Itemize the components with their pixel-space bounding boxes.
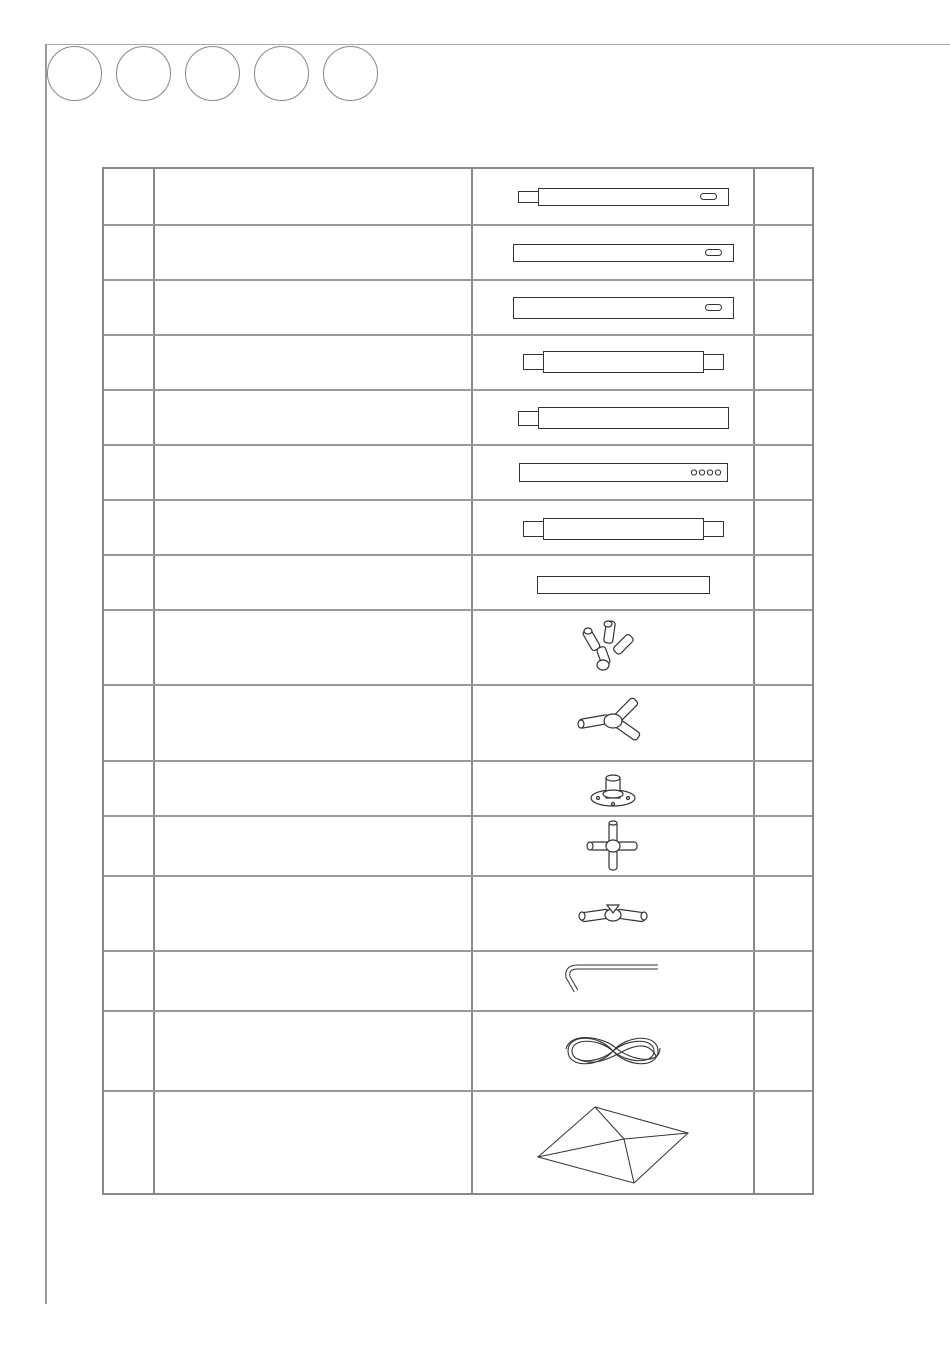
part-id (104, 877, 155, 950)
part-qty (755, 556, 812, 609)
part-id (104, 556, 155, 609)
part-id (104, 281, 155, 334)
tube-double-male-icon (483, 508, 743, 548)
step-circle-2 (116, 46, 171, 101)
tube-male-end-slot-icon (483, 177, 743, 217)
cross-connector-icon (578, 818, 648, 874)
tube-male-end-icon (483, 398, 743, 438)
part-id (104, 817, 155, 875)
table-row (104, 169, 812, 224)
part-qty (755, 611, 812, 684)
part-image (473, 952, 755, 1010)
part-name (155, 501, 473, 554)
part-qty (755, 501, 812, 554)
part-qty (755, 1012, 812, 1090)
part-id (104, 501, 155, 554)
part-image (473, 556, 755, 609)
part-name (155, 762, 473, 815)
part-image (473, 611, 755, 684)
part-name (155, 1012, 473, 1090)
part-id (104, 169, 155, 224)
part-qty (755, 952, 812, 1010)
part-image (473, 877, 755, 950)
part-image (473, 281, 755, 334)
tube-plain-icon (483, 563, 743, 603)
part-id (104, 952, 155, 1010)
part-name (155, 686, 473, 760)
part-name (155, 611, 473, 684)
part-name (155, 336, 473, 389)
part-id (104, 336, 155, 389)
table-row (104, 1090, 812, 1193)
part-id (104, 1092, 155, 1193)
part-id (104, 226, 155, 279)
table-row (104, 609, 812, 684)
part-image (473, 169, 755, 224)
part-name (155, 446, 473, 499)
part-id (104, 1012, 155, 1090)
part-image (473, 226, 755, 279)
step-circle-1 (47, 46, 102, 101)
tube-slot-icon (483, 288, 743, 328)
tube-slot-icon (483, 233, 743, 273)
part-name (155, 817, 473, 875)
parts-table (102, 167, 814, 1195)
table-row (104, 279, 812, 334)
part-qty (755, 336, 812, 389)
part-name (155, 877, 473, 950)
part-id (104, 391, 155, 444)
part-qty (755, 226, 812, 279)
allen-key-icon (558, 961, 668, 1001)
part-qty (755, 281, 812, 334)
table-row (104, 1010, 812, 1090)
page-frame-left-rule (45, 44, 47, 1304)
table-row (104, 684, 812, 760)
part-name (155, 1092, 473, 1193)
part-image (473, 817, 755, 875)
step-circle-5 (323, 46, 378, 101)
three-way-connector-icon (573, 693, 653, 753)
part-id (104, 446, 155, 499)
part-id (104, 611, 155, 684)
part-image (473, 501, 755, 554)
table-row (104, 224, 812, 279)
table-row (104, 389, 812, 444)
foot-plate-icon (578, 764, 648, 814)
part-image (473, 1092, 755, 1193)
table-row (104, 815, 812, 875)
part-id (104, 762, 155, 815)
part-qty (755, 686, 812, 760)
part-image (473, 391, 755, 444)
bungee-cord-icon (558, 1026, 668, 1076)
table-row (104, 444, 812, 499)
part-image (473, 446, 755, 499)
table-row (104, 875, 812, 950)
table-row (104, 950, 812, 1010)
canopy-roof-icon (528, 1097, 698, 1189)
step-circle-4 (254, 46, 309, 101)
part-name (155, 391, 473, 444)
part-qty (755, 446, 812, 499)
part-image (473, 336, 755, 389)
part-name (155, 281, 473, 334)
part-qty (755, 877, 812, 950)
part-name (155, 952, 473, 1010)
part-image (473, 1012, 755, 1090)
tube-four-holes-icon (483, 453, 743, 493)
part-qty (755, 817, 812, 875)
corner-connector-icon (573, 613, 653, 683)
part-qty (755, 762, 812, 815)
part-image (473, 762, 755, 815)
part-id (104, 686, 155, 760)
part-name (155, 226, 473, 279)
part-image (473, 686, 755, 760)
table-row (104, 334, 812, 389)
part-qty (755, 169, 812, 224)
part-qty (755, 391, 812, 444)
part-name (155, 169, 473, 224)
part-name (155, 556, 473, 609)
part-qty (755, 1092, 812, 1193)
step-circle-3 (185, 46, 240, 101)
tube-double-male-icon (483, 343, 743, 383)
table-row (104, 554, 812, 609)
page-frame-top-rule (46, 44, 950, 45)
peak-connector-icon (573, 889, 653, 939)
table-row (104, 760, 812, 815)
table-row (104, 499, 812, 554)
